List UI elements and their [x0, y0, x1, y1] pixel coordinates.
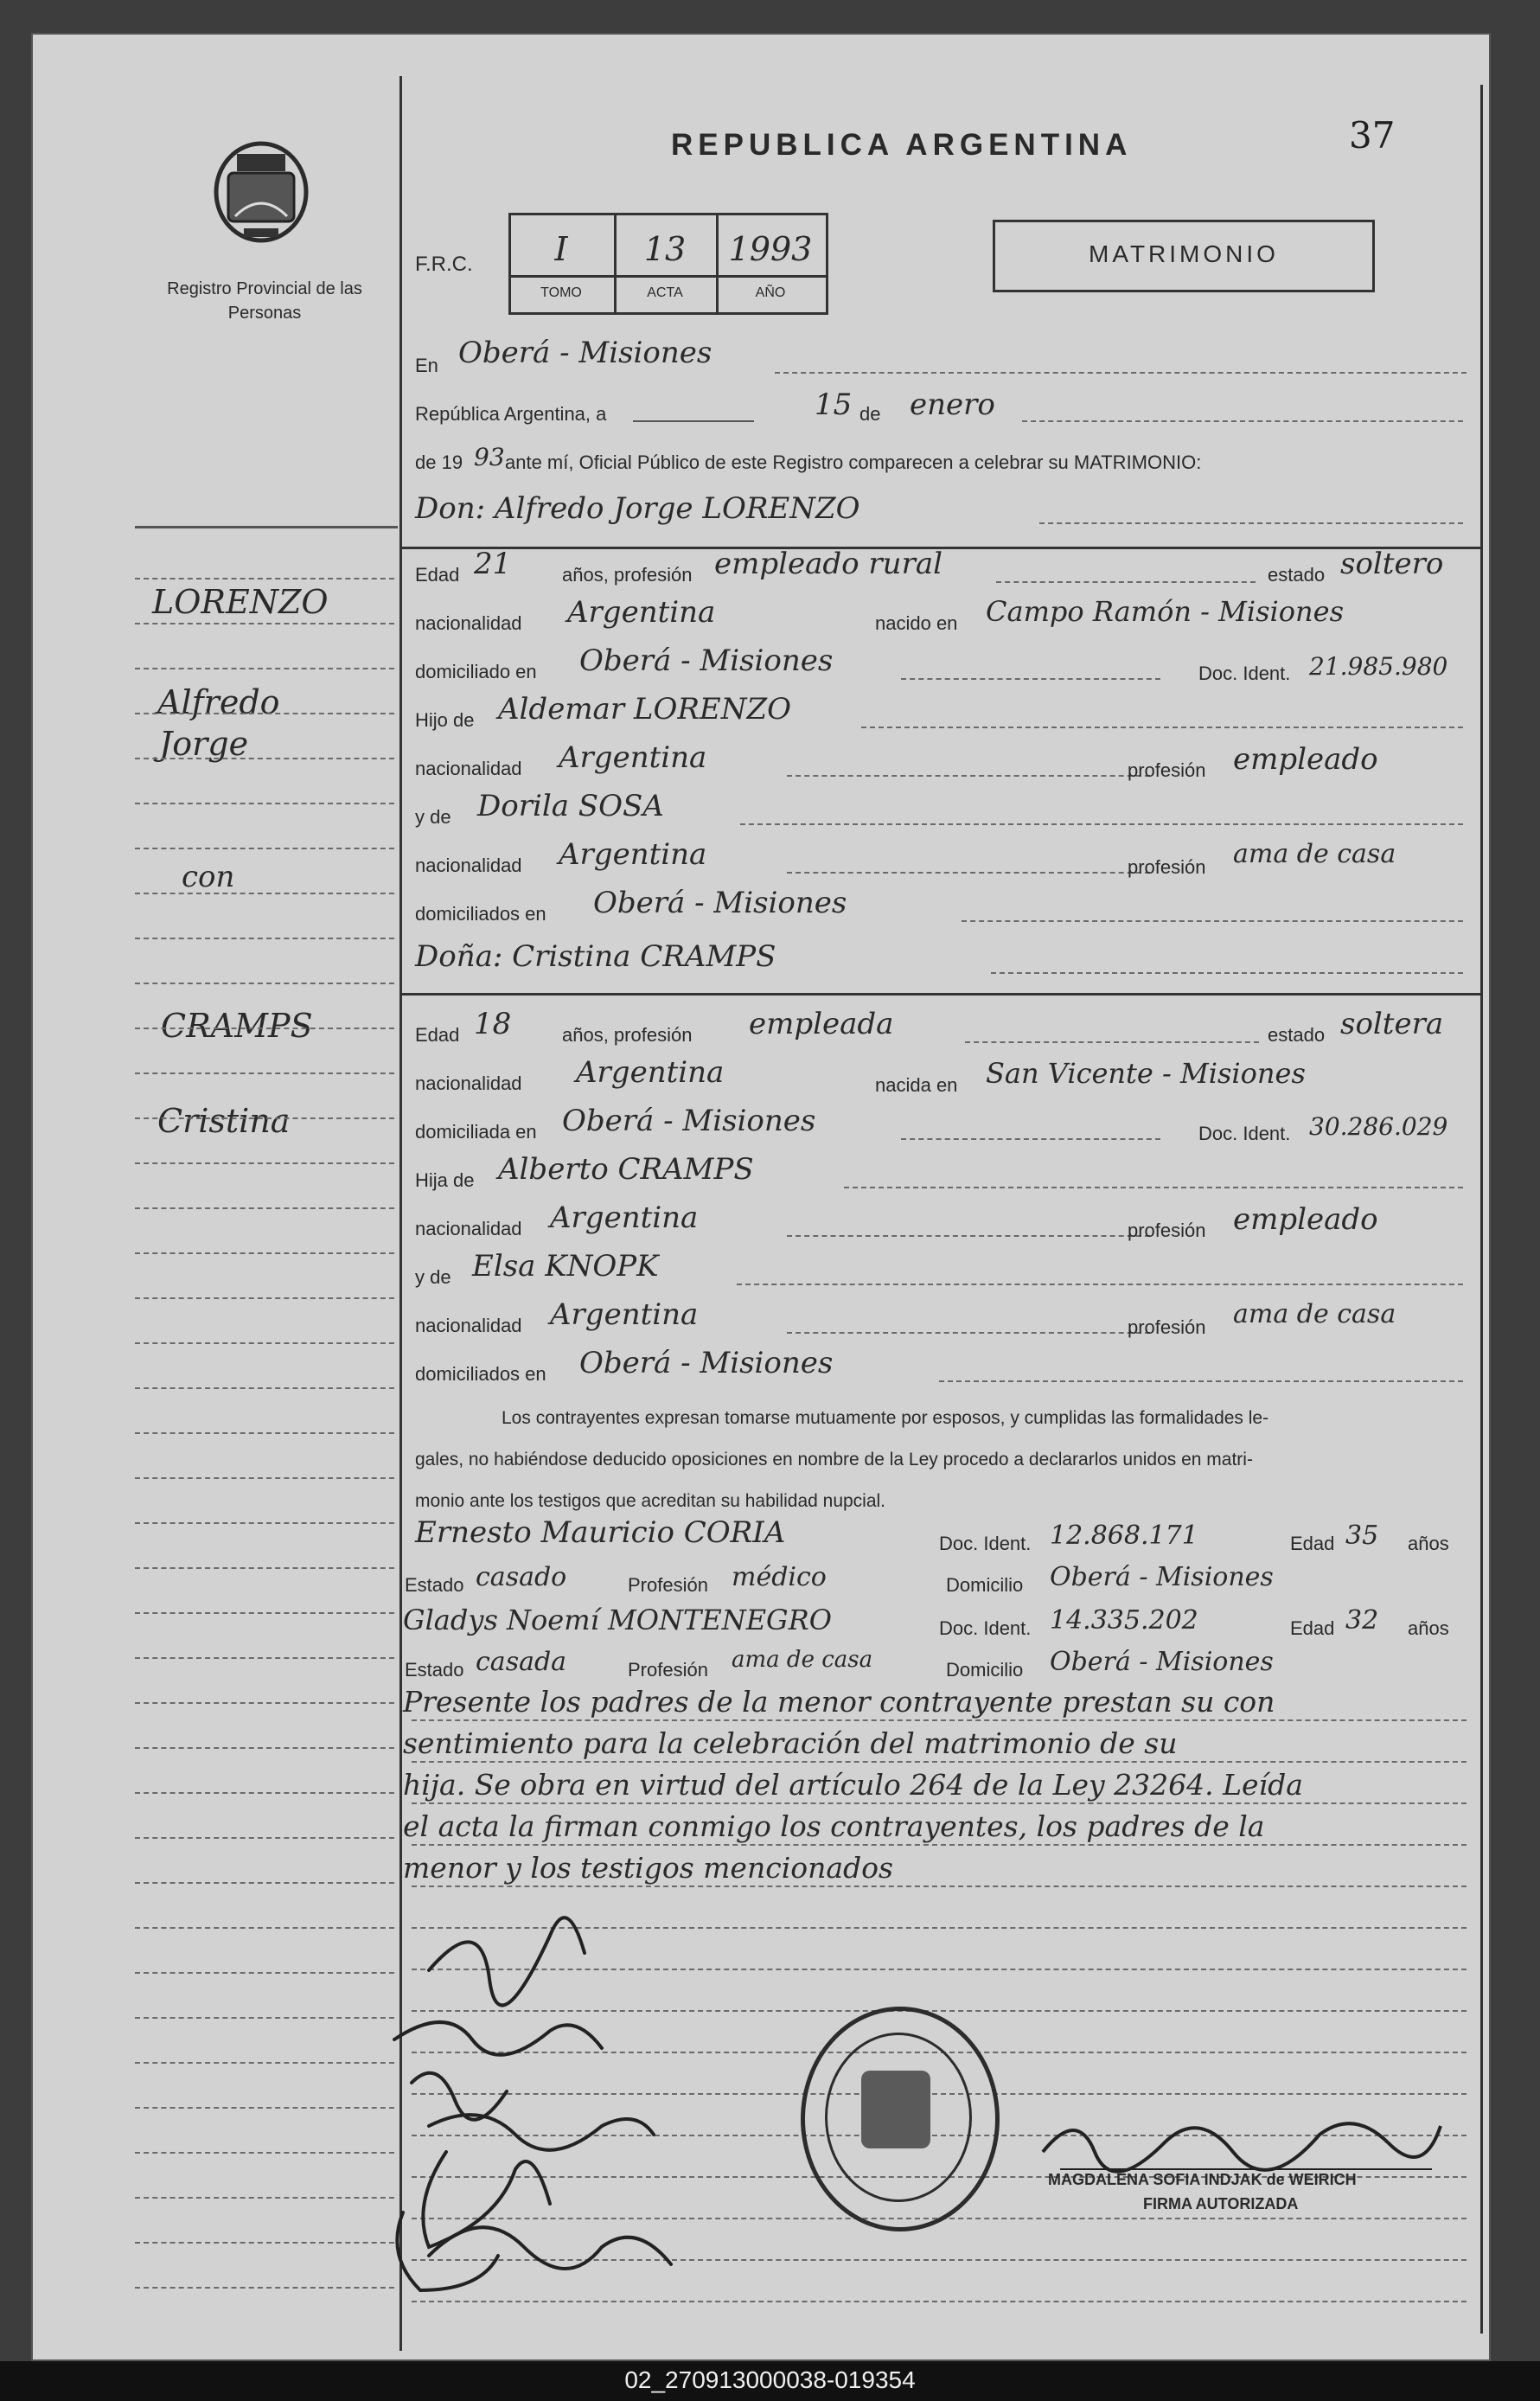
margin-rule — [135, 1792, 394, 1794]
groom-hijo-label: Hijo de — [415, 709, 475, 731]
groom-nac-label: nacionalidad — [415, 612, 522, 634]
country-title: REPUBLICA ARGENTINA — [671, 128, 1133, 162]
groom-doc: 21.985.980 — [1309, 652, 1448, 681]
margin-bride-names: Cristina — [157, 1102, 291, 1140]
republica-label: República Argentina, a — [415, 403, 607, 425]
registry-name: Registro Provincial de las Personas — [167, 279, 362, 323]
tomo-value: I — [554, 230, 568, 268]
intro-text: ante mí, Oficial Público de este Registro comparecen a celebrar su MATRIMONIO: — [505, 451, 1202, 473]
margin-rule — [135, 848, 394, 849]
groom-madre-prof-label: profesión — [1128, 856, 1206, 878]
witness2-doc: 14.335.202 — [1050, 1605, 1198, 1636]
margin-rule — [135, 2197, 394, 2199]
groom-padre-nac: Argentina — [559, 740, 707, 775]
margin-rule — [135, 1252, 394, 1254]
witness2-domicilio: Oberá - Misiones — [1050, 1647, 1274, 1677]
margin-groom-surname: LORENZO — [152, 583, 329, 621]
bride-padre-prof-label: profesión — [1128, 1220, 1206, 1241]
bride-padres-dom-label: domiciliados en — [415, 1363, 546, 1385]
groom-estado-label: estado — [1268, 564, 1326, 586]
margin-rule — [135, 983, 394, 984]
bride-prof-label: años, profesión — [562, 1024, 693, 1046]
en-label: En — [415, 355, 438, 376]
margin-rule — [135, 623, 394, 624]
witness1-profesion: médico — [732, 1562, 827, 1592]
bride-nac-label: nacionalidad — [415, 1072, 522, 1094]
image-code: 02_270913000038-019354 — [624, 2366, 916, 2393]
bride-doc: 30.286.029 — [1309, 1112, 1448, 1141]
groom-padre-prof-label: profesión — [1128, 759, 1206, 781]
right-border-line — [1480, 85, 1483, 2334]
groom-dom-label: domiciliado en — [415, 661, 537, 682]
groom-padre: Aldemar LORENZO — [498, 692, 792, 727]
margin-rule — [135, 668, 394, 669]
bride-estado-label: estado — [1268, 1024, 1326, 1046]
official-name: MAGDALENA SOFIA INDJAK de WEIRICH — [1048, 2171, 1357, 2188]
bride-hija-label: Hija de — [415, 1169, 475, 1191]
margin-rule — [135, 1432, 394, 1434]
witness1-name: Ernesto Mauricio CORIA — [415, 1515, 786, 1550]
witness1-dom-label: Domicilio — [946, 1574, 1024, 1596]
witness2-edad: 32 — [1345, 1605, 1379, 1636]
groom-nacionalidad: Argentina — [567, 595, 716, 630]
margin-rule — [135, 1028, 394, 1029]
groom-nacido-en: Campo Ramón - Misiones — [986, 595, 1344, 628]
margin-rule — [135, 1522, 394, 1524]
margin-rule — [135, 1477, 394, 1479]
margin-rule — [135, 1612, 394, 1614]
margin-rule — [135, 2242, 394, 2244]
stamp-emblem — [861, 2071, 930, 2148]
note-line1: Presente los padres de la menor contrayente prestan su con — [403, 1685, 1275, 1719]
note-line4: el acta la firman conmigo los contrayentes, los padres de la — [403, 1809, 1265, 1843]
margin-rule — [135, 758, 394, 759]
acta-label: ACTA — [647, 285, 683, 300]
legal-text-line2: gales, no habiéndose deducido oposiciones en nombre de la Ley procedo a declararlos unidos en matri- — [415, 1450, 1253, 1469]
bride-edad: 18 — [474, 1007, 512, 1041]
groom-padres-dom: Oberá - Misiones — [593, 886, 847, 920]
margin-rule — [135, 1387, 394, 1389]
note-line3: hija. Se obra en virtud del artículo 264 de la Ley 23264. Leída — [403, 1768, 1303, 1802]
margin-rule — [135, 893, 394, 894]
official-title: FIRMA AUTORIZADA — [1143, 2195, 1299, 2212]
groom-prof-label: años, profesión — [562, 564, 693, 586]
margin-rule — [135, 1567, 394, 1569]
witness2-profesion: ama de casa — [732, 1647, 873, 1673]
ano-value: 1993 — [728, 230, 813, 268]
witness2-anos-label: años — [1408, 1617, 1449, 1639]
bride-doc-label: Doc. Ident. — [1198, 1123, 1291, 1144]
bride-yde-label: y de — [415, 1266, 451, 1288]
legal-text-line3: monio ante los testigos que acreditan su habilidad nupcial. — [415, 1491, 886, 1511]
signatures-scribble — [377, 1841, 740, 2325]
margin-rule — [135, 1747, 394, 1749]
witness1-edad: 35 — [1345, 1521, 1379, 1551]
note-line5: menor y los testigos mencionados — [403, 1851, 893, 1885]
margin-rule — [135, 1297, 394, 1299]
witness1-doc: 12.868.171 — [1050, 1521, 1198, 1551]
witness1-domicilio: Oberá - Misiones — [1050, 1562, 1274, 1592]
year-prefix: de 19 — [415, 451, 463, 473]
margin-groom-name2: Jorge — [159, 725, 249, 763]
margin-rule — [135, 1657, 394, 1659]
margin-con: con — [182, 860, 235, 894]
bride-madre-prof-label: profesión — [1128, 1316, 1206, 1338]
bride-dom-label: domiciliada en — [415, 1121, 537, 1143]
bride-nacionalidad: Argentina — [576, 1055, 725, 1090]
margin-groom-name1: Alfredo — [157, 683, 280, 721]
margin-rule — [135, 713, 394, 714]
groom-doc-label: Doc. Ident. — [1198, 663, 1291, 684]
margin-rule — [135, 578, 394, 579]
margin-rule — [135, 2062, 394, 2064]
body-rule — [412, 1761, 1467, 1763]
groom-madre: Dorila SOSA — [477, 789, 664, 823]
witness2-estado: casada — [476, 1647, 567, 1677]
body-rule — [412, 1719, 1467, 1721]
bride-edad-label: Edad — [415, 1024, 460, 1046]
bride-estado: soltera — [1340, 1007, 1444, 1041]
year-value: 93 — [474, 443, 505, 471]
register-page — [31, 33, 1491, 2361]
margin-rule — [135, 1162, 394, 1164]
bride-madre-nac-label: nacionalidad — [415, 1315, 522, 1336]
margin-rule — [135, 1702, 394, 1704]
legal-text-line1: Los contrayentes expresan tomarse mutuamente por esposos, y cumplidas las formalidades le- — [502, 1408, 1269, 1428]
groom-estado: soltero — [1340, 547, 1444, 581]
margin-rule — [135, 1837, 394, 1839]
groom-nacido-label: nacido en — [875, 612, 958, 634]
tomo-label: TOMO — [540, 285, 582, 300]
doc-type: MATRIMONIO — [1089, 240, 1279, 267]
margin-rule — [135, 938, 394, 939]
bride-padre-prof: empleado — [1233, 1202, 1378, 1237]
groom-madre-nac-label: nacionalidad — [415, 855, 522, 876]
witness1-edad-label: Edad — [1290, 1533, 1335, 1554]
groom-madre-nac: Argentina — [559, 837, 707, 872]
bride-madre-prof: ama de casa — [1233, 1299, 1396, 1329]
margin-rule — [135, 1207, 394, 1209]
groom-edad-label: Edad — [415, 564, 460, 586]
margin-rule — [135, 1342, 394, 1344]
groom-profesion: empleado rural — [714, 547, 943, 581]
place-value: Oberá - Misiones — [458, 336, 712, 370]
acta-value: 13 — [643, 230, 687, 268]
groom-madre-prof: ama de casa — [1233, 839, 1396, 869]
groom-title: Don: Alfredo Jorge LORENZO — [415, 491, 860, 526]
groom-padre-prof: empleado — [1233, 742, 1378, 777]
groom-padres-dom-label: domiciliados en — [415, 903, 546, 925]
witness2-prof-label: Profesión — [628, 1659, 708, 1681]
groom-edad: 21 — [474, 547, 512, 581]
month-value: enero — [910, 387, 995, 422]
margin-rule — [135, 1882, 394, 1884]
bride-domicilio: Oberá - Misiones — [562, 1104, 816, 1138]
witness1-estado: casado — [476, 1562, 567, 1592]
bride-padre-nac: Argentina — [550, 1200, 699, 1235]
groom-yde-label: y de — [415, 806, 451, 828]
bride-padres-dom: Oberá - Misiones — [579, 1346, 834, 1380]
margin-rule — [135, 2287, 394, 2289]
margin-rule — [135, 2107, 394, 2109]
witness2-name: Gladys Noemí MONTENEGRO — [403, 1604, 832, 1636]
groom-domicilio: Oberá - Misiones — [579, 643, 834, 678]
bride-title: Doña: Cristina CRAMPS — [415, 939, 776, 974]
province-seal-logo — [209, 138, 313, 247]
witness2-estado-label: Estado — [405, 1659, 464, 1681]
witness1-doc-label: Doc. Ident. — [939, 1533, 1032, 1554]
margin-rule — [135, 1072, 394, 1074]
margin-rule — [135, 2152, 394, 2154]
witness1-anos-label: años — [1408, 1533, 1449, 1554]
bride-nacida-label: nacida en — [875, 1074, 958, 1096]
bride-padre-nac-label: nacionalidad — [415, 1218, 522, 1239]
frc-label: F.R.C. — [415, 253, 473, 276]
margin-rule — [135, 1927, 394, 1929]
witness2-dom-label: Domicilio — [946, 1659, 1024, 1681]
witness2-edad-label: Edad — [1290, 1617, 1335, 1639]
bride-profesion: empleada — [749, 1007, 894, 1041]
margin-bride-surname: CRAMPS — [161, 1007, 313, 1045]
margin-rule — [135, 2017, 394, 2019]
witness1-prof-label: Profesión — [628, 1574, 708, 1596]
bride-padre: Alberto CRAMPS — [498, 1152, 754, 1187]
bride-nacida-en: San Vicente - Misiones — [986, 1057, 1306, 1090]
margin-rule — [135, 1117, 394, 1119]
witness1-estado-label: Estado — [405, 1574, 464, 1596]
de-label: de — [859, 403, 881, 425]
ano-label: AÑO — [755, 285, 786, 300]
bride-madre-nac: Argentina — [550, 1297, 699, 1332]
day-value: 15 — [815, 387, 853, 422]
witness2-doc-label: Doc. Ident. — [939, 1617, 1032, 1639]
bride-madre: Elsa KNOPK — [472, 1249, 659, 1284]
note-line2: sentimiento para la celebración del matrimonio de su — [403, 1726, 1178, 1760]
margin-rule — [135, 803, 394, 804]
page-number: 37 — [1349, 114, 1396, 157]
groom-padre-nac-label: nacionalidad — [415, 758, 522, 779]
margin-rule — [135, 1972, 394, 1974]
body-rule — [412, 1802, 1467, 1804]
